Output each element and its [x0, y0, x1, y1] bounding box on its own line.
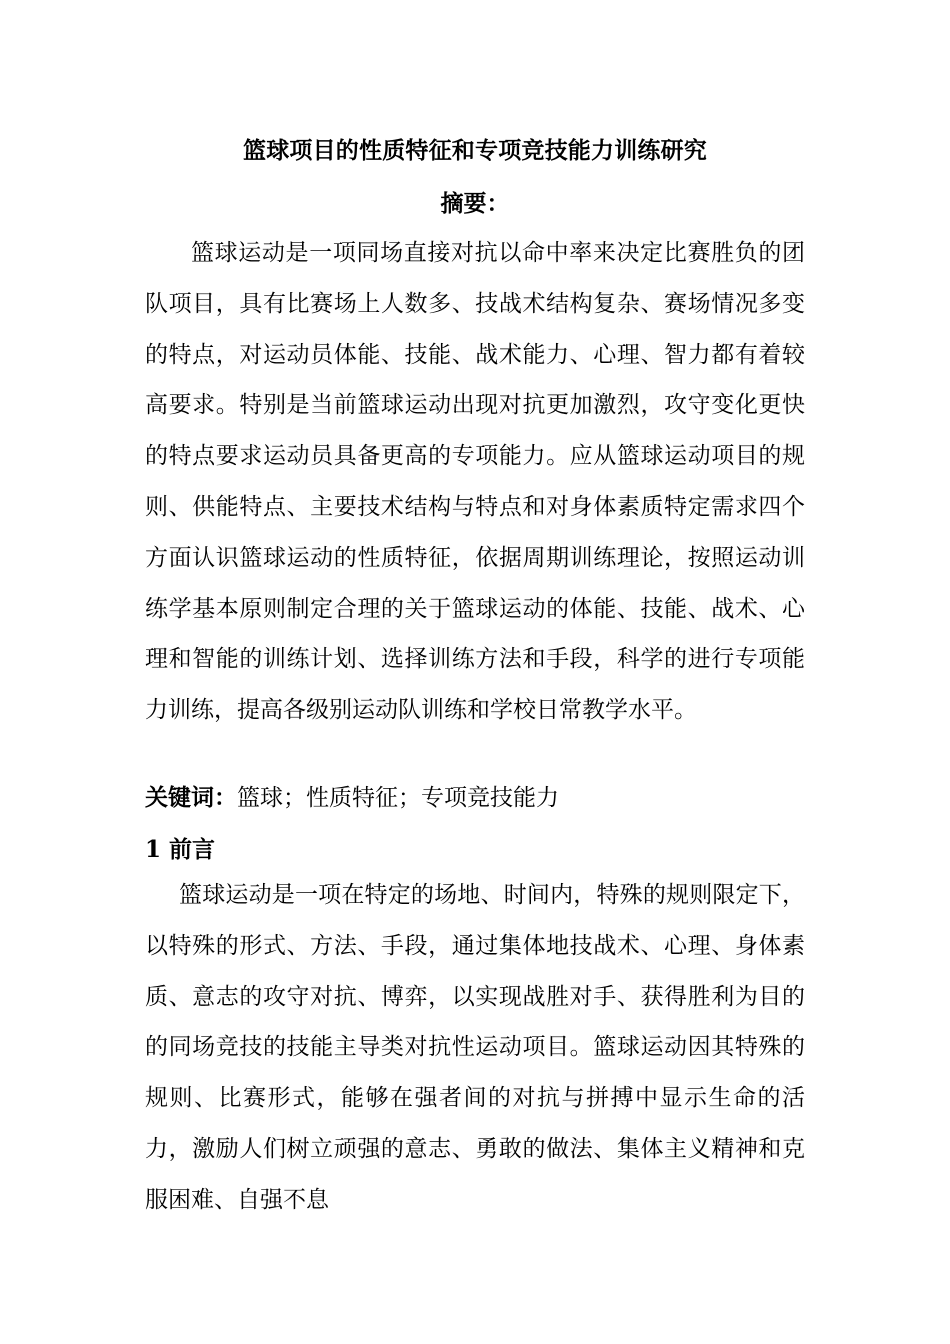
keywords-line	[145, 778, 805, 818]
abstract-label: 摘要：	[440, 190, 510, 217]
abstract-paragraph: 篮球运动是一项同场直接对抗以命中率来决定比赛胜负的团队项目，具有比赛场上人数多、技战术结构复杂、赛场情况多变的特点，对运动员体能、技能、战术能力、心理、智力都有着较高要求。特别是当前篮球运动出现对抗更加激烈，攻守变化更快的特点要求运动员具备更高的专项能力。应从篮球运动项目的规则、供能特点、主要技术结构与特点和对身体素质特定需求四个方面认识篮球运动的性质特征，依据周期训练理论，按照运动训练学基本原则制定合理的关于篮球运动的体能、技能、战术、心理和智能的训练计划、选择训练方法和手段，科学的进行专项能力训练，提高各级别运动队训练和学校日常教学水平。	[145, 240, 805, 724]
document-title: 篮球项目的性质特征和专项竞技能力训练研究	[243, 137, 707, 164]
section-heading-introduction: 1 前言	[145, 836, 216, 863]
keywords-label: 关键词：	[145, 784, 237, 811]
keywords-value: 篮球；性质特征；专项竞技能力	[237, 785, 559, 811]
introduction-paragraph: 篮球运动是一项在特定的场地、时间内，特殊的规则限定下，以特殊的形式、方法、手段，通过集体地技战术、心理、身体素质、意志的攻守对抗、博弈，以实现战胜对手、获得胜利为目的的同场竞技的技能主导类对抗性运动项目。篮球运动因其特殊的规则、比赛形式，能够在强者间的对抗与拼搏中显示生命的活力，激励人们树立顽强的意志、勇敢的做法、集体主义精神和克服困难、自强不息	[145, 882, 805, 1213]
